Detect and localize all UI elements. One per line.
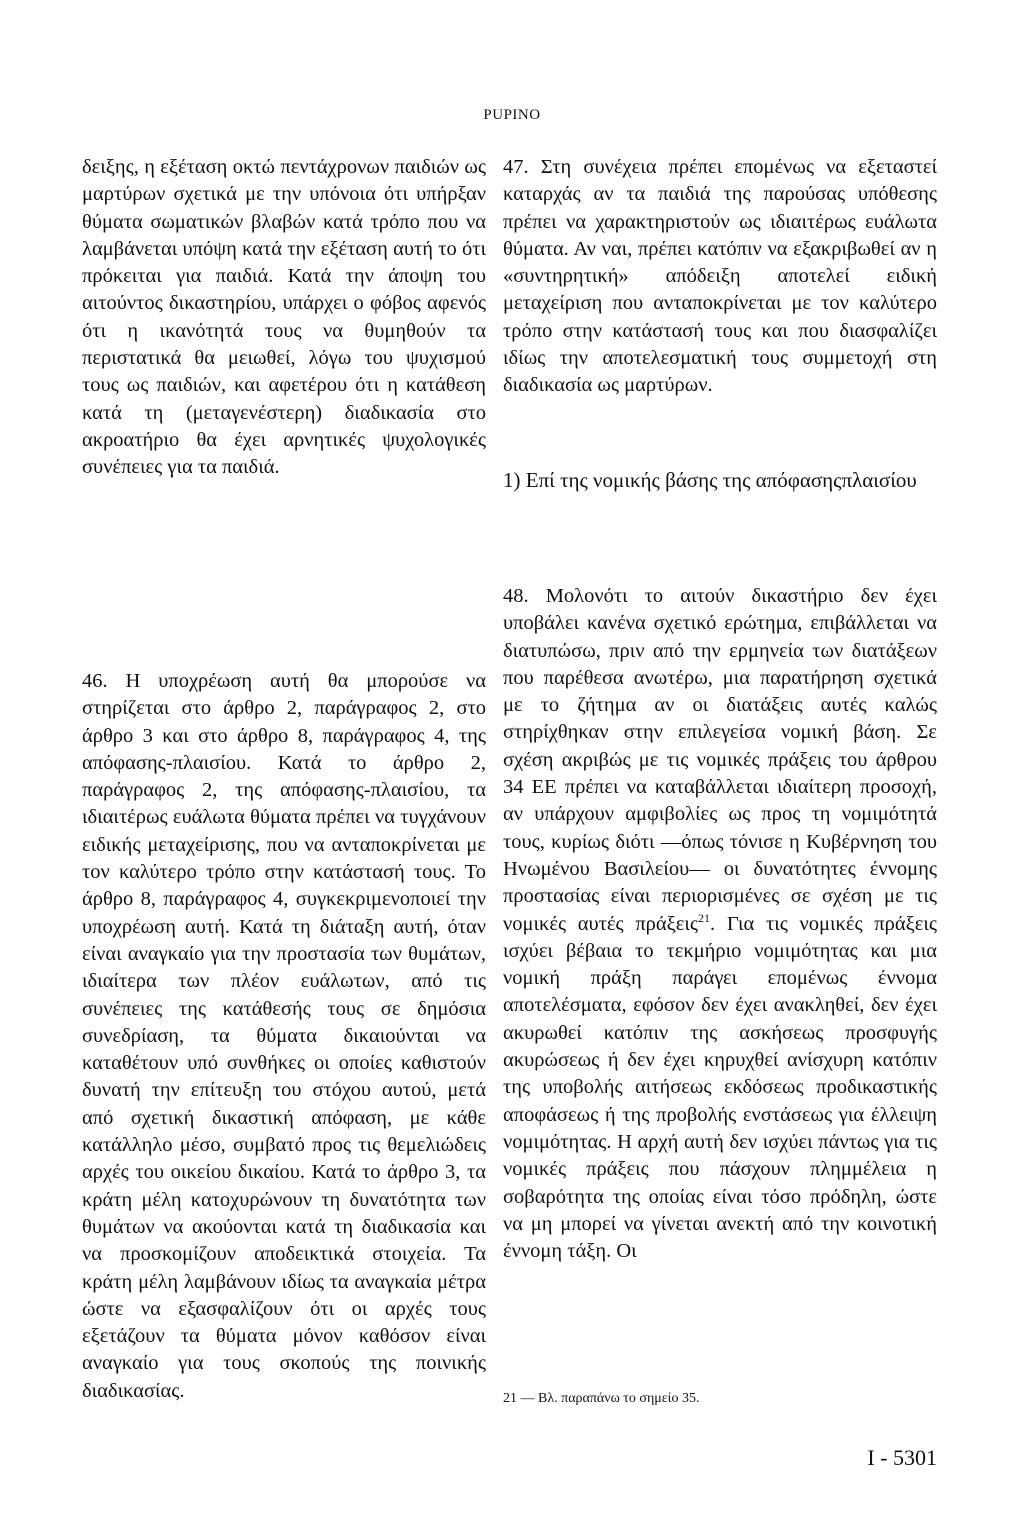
continuation-paragraph: δειξης, η εξέταση οκτώ πεντάχρονων παιδιών ως μαρτύρων σχετικά με την υπόνοια ότι υπήρξαν θύματα σωματικών βλαβών κατά τρόπο που να λαμβάνεται υπόψη κατά την εξέταση αυτή το ότι πρόκειται για παιδιά. Κατά την άποψη του αιτούντος δικαστηρίου, υπάρχει ο φόβος αφενός ότι η ικανότητά τους να θυμηθούν τα περιστατικά θα μειωθεί, λόγω του ψυχισμού τους ως παιδιών, και αφετέρου ότι η κατάθεση κατά τη (μεταγενέστερη) διαδικασία στο ακροατήριο θα έχει αρνητικές ψυχολογικές συνέπειες για τα παιδιά.: [82, 156, 486, 479]
paragraph-46-text: Η υποχρέωση αυτή θα μπορούσε να στηρίζεται στο άρθρο 2, παράγραφος 2, στο άρθρο 3 και στο άρθρο 8, παράγραφος 4, της απόφασης-πλαισίου. Κατά το άρθρο 2, παράγραφος 2, της απόφασης-πλαισίου, τα ιδιαιτέρως ευάλωτα θύματα πρέπει να τυγχάνουν ειδικής μεταχείρισης, που να ανταποκρίνεται με τον καλύτερο τρόπο στην κατάστασή τους. Το άρθρο 8, παράγραφος 4, συγκεκριμενοποιεί την υποχρέωση αυτή. Κατά τη διάταξη αυτή, όταν είναι αναγκαίο για την προστασία των θυμάτων, ιδιαίτερα των πλέον ευάλωτων, από τις συνέπειες της κατάθεσής τους σε δημόσια συνεδρίαση, τα θύματα δικαιούνται να καταθέτουν υπό συνθήκες οι οποίες καθιστούν δυνατή την επίτευξη του στόχου αυτού, μετά από σχετική δικαστική απόφαση, με κάθε κατάλληλο μέσο, συμβατό προς τις θεμελιώδεις αρχές του οικείου δικαίου. Κατά το άρθρο 3, τα κράτη μέλη κατοχυρώνουν τη δυνατότητα των θυμάτων να ακούονται κατά τη διαδικασία και να προσκομίζουν αποδεικτικά στοιχεία. Τα κράτη μέλη λαμβάνουν ιδίως τα αναγκαία μέτρα ώστε να εξασφαλίζουν ότι οι αρχές τους εξετάζουν τα θύματα μόνον καθόσον είναι αναγκαίο για τους σκοπούς της ποινικής διαδικασίας.: [82, 670, 486, 1402]
paragraph-47-body: [503, 154, 937, 400]
paragraph-48-text-b: . Για τις νομικές πράξεις ισχύει βέβαια το τεκμήριο νομιμότητας και μια νομική πράξη παράγει επομένως έννομα αποτελέσματα, εφόσον δεν έχει ανακληθεί, δεν έχει ακυρωθεί κατόπιν της ασκήσεως προσφυγής ακυρώσεως ή δεν έχει κηρυχθεί ανίσχυρη κατόπιν της υποβολής αιτήσεως εκδόσεως προδικαστικής αποφάσεως ή της προβολής ενστάσεως για έλλειψη νομιμότητας. Η αρχή αυτή δεν ισχύει πάντως για τις νομικές πράξεις που πάσχουν πλημμέλεια η σοβαρότητα της οποίας είναι τόσο πρόδηλη, ώστε να μη μπορεί να γίνεται ανεκτή από την κοινοτική έννομη τάξη. Οι: [503, 912, 938, 1263]
paragraph-48: [503, 583, 937, 1265]
paragraph-48-body: [503, 583, 937, 1265]
footnote-21: 21 — Βλ. παραπάνω το σημείο 35.: [503, 1391, 700, 1406]
paragraph-46-number: 46.: [82, 670, 108, 692]
paragraph-47: [503, 154, 937, 400]
paragraph-48-text-a: Μολονότι το αιτούν δικαστήριο δεν έχει υποβάλει κανένα σχετικό ερώτημα, επιβάλλεται να διατυπώσω, πριν από την ερμηνεία των διατάξεων που παρέθεσα ανωτέρω, μια παρατήρηση σχετικά με το ζήτημα αν οι διατάξεις αυτές καλώς στηρίχθηκαν στην επιλεγείσα νομική βάση. Σε σχέση ακριβώς με τις νομικές πράξεις του άρθρου 34 ΕΕ πρέπει να καταβάλλεται ιδιαίτερη προσοχή, αν υπάρχουν αμφιβολίες ως προς τη νομιμότητά τους, κυρίως διότι —όπως τόνισε η Κυβέρνηση του Ηνωμένου Βασιλείου— οι δυνατότητες έννομης προστασίας είναι περιορισμένες σε σχέση με τις νομικές αυτές πράξεις: [503, 585, 938, 935]
section-heading: 1) Επί της νομικής βάσης της απόφασηςπλαισίου: [503, 468, 917, 492]
paragraph-46-body: [82, 668, 486, 1405]
page-number: I - 5301: [867, 1445, 937, 1470]
paragraph-47-number: 47.: [503, 156, 529, 178]
paragraph-46: [82, 668, 486, 1405]
footnote-reference[interactable]: 21: [698, 910, 711, 925]
left-column-continuation: [82, 154, 486, 482]
paragraph-48-number: 48.: [503, 585, 529, 607]
running-header: PUPINO: [483, 107, 541, 123]
paragraph-47-text: Στη συνέχεια πρέπει επομένως να εξεταστεί καταρχάς αν τα παιδιά της παρούσας υπόθεσης πρέπει να χαρακτηριστούν ως ιδιαιτέρως ευάλωτα θύματα. Αν ναι, πρέπει κατόπιν να εξακριβωθεί αν η «συντηρητική» απόδειξη αποτελεί ειδική μεταχείριση που ανταποκρίνεται με τον καλύτερο τρόπο στην κατάστασή τους και που διασφαλίζει ιδίως την αποτελεσματική τους συμμετοχή στη διαδικασία ως μαρτύρων.: [503, 156, 938, 397]
